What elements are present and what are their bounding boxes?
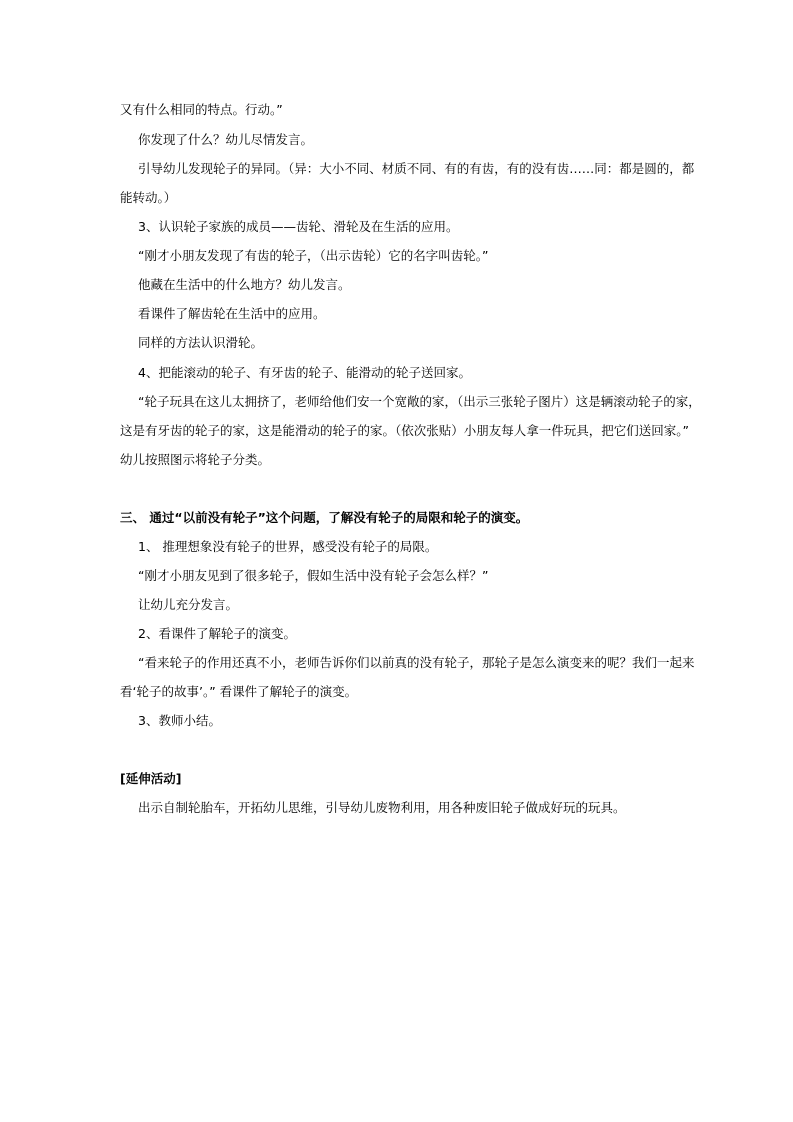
paragraph-line: 出示自制轮胎车，开拓幼儿思维，引导幼儿废物利用，用各种废旧轮子做成好玩的玩具。	[138, 800, 626, 815]
paragraph-line: 看课件了解齿轮在生活中的应用。	[138, 306, 326, 321]
paragraph-line: 这是有牙齿的轮子的家，这是能滑动的轮子的家。（依次张贴）小朋友每人拿一件玩具，把它们送回家。”	[120, 423, 689, 438]
paragraph-line: 幼儿按照图示将轮子分类。	[120, 452, 271, 467]
paragraph-line: 引导幼儿发现轮子的异同。（异：大小不同、材质不同、有的有齿，有的没有齿……同：都是圆的，都	[138, 161, 695, 176]
paragraph-line: 4、把能滚动的轮子、有牙齿的轮子、能滑动的轮子送回家。	[138, 365, 471, 380]
paragraph-line: 3、教师小结。	[138, 713, 221, 728]
section-heading: 三、 通过“以前没有轮子”这个问题，了解没有轮子的局限和轮子的演变。	[120, 510, 529, 525]
paragraph-line: “刚才小朋友发现了有齿的轮子，（出示齿轮）它的名字叫齿轮。”	[138, 248, 489, 263]
paragraph-line: 2、看课件了解轮子的演变。	[138, 626, 296, 641]
paragraph-line: 3、认识轮子家族的成员——齿轮、滑轮及在生活的应用。	[138, 219, 459, 234]
paragraph-line: 他藏在生活中的什么地方？幼儿发言。	[138, 277, 351, 292]
paragraph-line: “刚才小朋友见到了很多轮子，假如生活中没有轮子会怎么样？”	[138, 568, 489, 583]
paragraph-line: 同样的方法认识滑轮。	[138, 335, 264, 350]
paragraph-line: 又有什么相同的特点。行动。”	[120, 102, 283, 117]
extension-heading: [延伸活动]	[120, 771, 182, 786]
paragraph-line: 你发现了什么？幼儿尽情发言。	[138, 132, 314, 147]
paragraph-line: 让幼儿充分发言。	[138, 597, 239, 612]
paragraph-line: 1、 推理想象没有轮子的世界，感受没有轮子的局限。	[138, 539, 438, 554]
paragraph-line: 看‘轮子的故事’。” 看课件了解轮子的演变。	[120, 684, 358, 699]
paragraph-line: “轮子玩具在这儿太拥挤了，老师给他们安一个宽敞的家，（出示三张轮子图片）这是辆滚动轮子的家，	[138, 394, 701, 409]
paragraph-line: 能转动。）	[120, 190, 177, 205]
paragraph-line: “看来轮子的作用还真不小，老师告诉你们以前真的没有轮子，那轮子是怎么演变来的呢？我们一起来	[138, 655, 695, 670]
